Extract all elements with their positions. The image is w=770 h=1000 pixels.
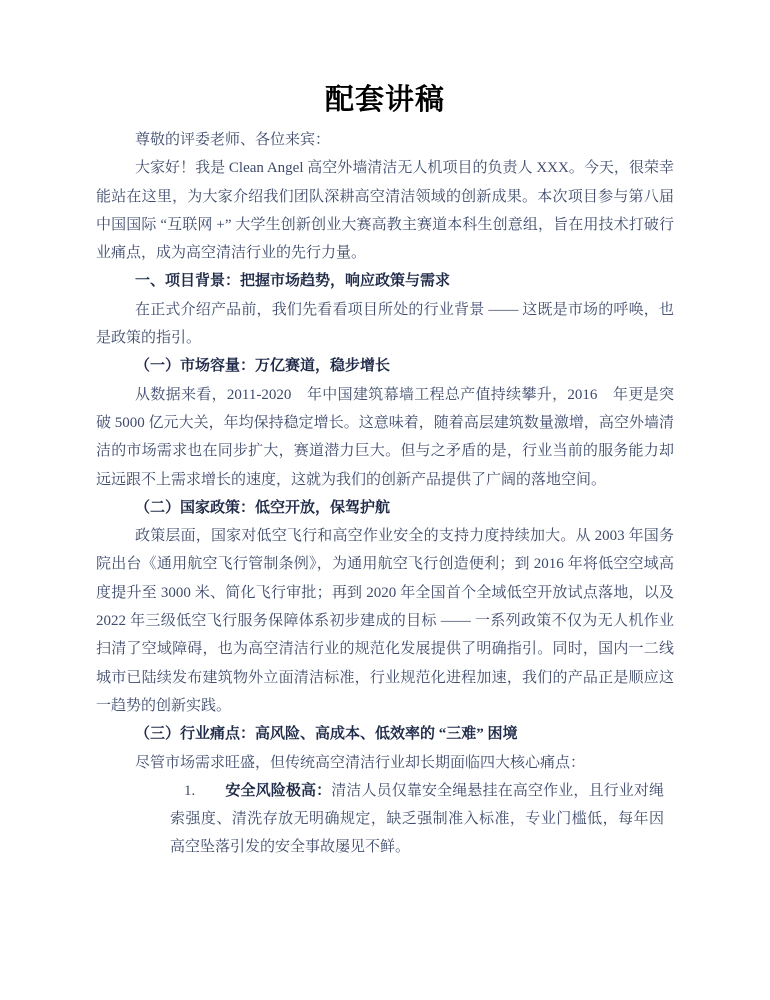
paragraph-section-1-2: 政策层面，国家对低空飞行和高空作业安全的支持力度持续加大。从 2003 年国务院出台《通用航空飞行管制条例》，为通用航空飞行创造便利；到 2016 年将低空空域高度提升至 3000 米、简化飞行审批；再到 2020 年全国首个全域低空开放试点落地，以及 2022 年三级低空飞行服务保障体系初步建成的目标 —— 一系列政策不仅为无人机作业扫清了空域障碍，也为高空清洁行业的规范化发展提供了明确指引。同时，国内一二线城市已陆续发布建筑物外立面清洁标准，行业规范化进程加速，我们的产品正是顺应这一趋势的创新实践。 [96,528,674,714]
heading-section-1-2: （二）国家政策：低空开放，保驾护航 [135,499,391,516]
paragraph-pain-points-lead: 尽管市场需求旺盛，但传统高空清洁行业却长期面临四大核心痛点： [135,754,586,771]
paragraph-opening: 大家好！我是 Clean Angel 高空外墙清洁无人机项目的负责人 XXX。今天，很荣幸能站在这里，为大家介绍我们团队深耕高空清洁领域的创新成果。本次项目参与第八届中国国际 “互联网 +” 大学生创新创业大赛高教主赛道本科生创意组，旨在用技术打破行业痛点，成为高空清洁行业的先行力量。 [96,160,674,262]
paragraph-section-1: 在正式介绍产品前，我们先看看项目所处的行业背景 —— 这既是市场的呼唤，也是政策的指引。 [96,301,674,347]
heading-section-1-3: （三）行业痛点：高风险、高成本、低效率的 “三难” 困境 [135,726,518,743]
heading-section-1-1: （一）市场容量：万亿赛道，稳步增长 [135,358,391,375]
list-item-pain-1 [96,777,674,862]
heading-section-1: 一、项目背景：把握市场趋势，响应政策与需求 [135,273,451,290]
list-item-number: 1. [184,782,196,799]
list-item-label: 安全风险极高： [225,782,332,799]
list-item-text: 清洁人员仅靠安全绳悬挂在高空作业，且行业对绳索强度、清洗存放无明确规定，缺乏强制准入标准，专业门槛低，每年因高空坠落引发的安全事故屡见不鲜。 [170,782,664,856]
paragraph-greeting: 尊敬的评委老师、各位来宾： [135,132,331,148]
paragraph-section-1-1: 从数据来看，2011-2020 年中国建筑幕墙工程总产值持续攀升，2016 年更是突破 5000 亿元大关，年均保持稳定增长。这意味着，随着高层建筑数量激增，高空外墙清洁的市场需求也在同步扩大，赛道潜力巨大。但与之矛盾的是，行业当前的服务能力却远远跟不上需求增长的速度，这就为我们的创新产品提供了广阔的落地空间。 [96,386,674,488]
page-title: 配套讲稿 [324,84,445,116]
